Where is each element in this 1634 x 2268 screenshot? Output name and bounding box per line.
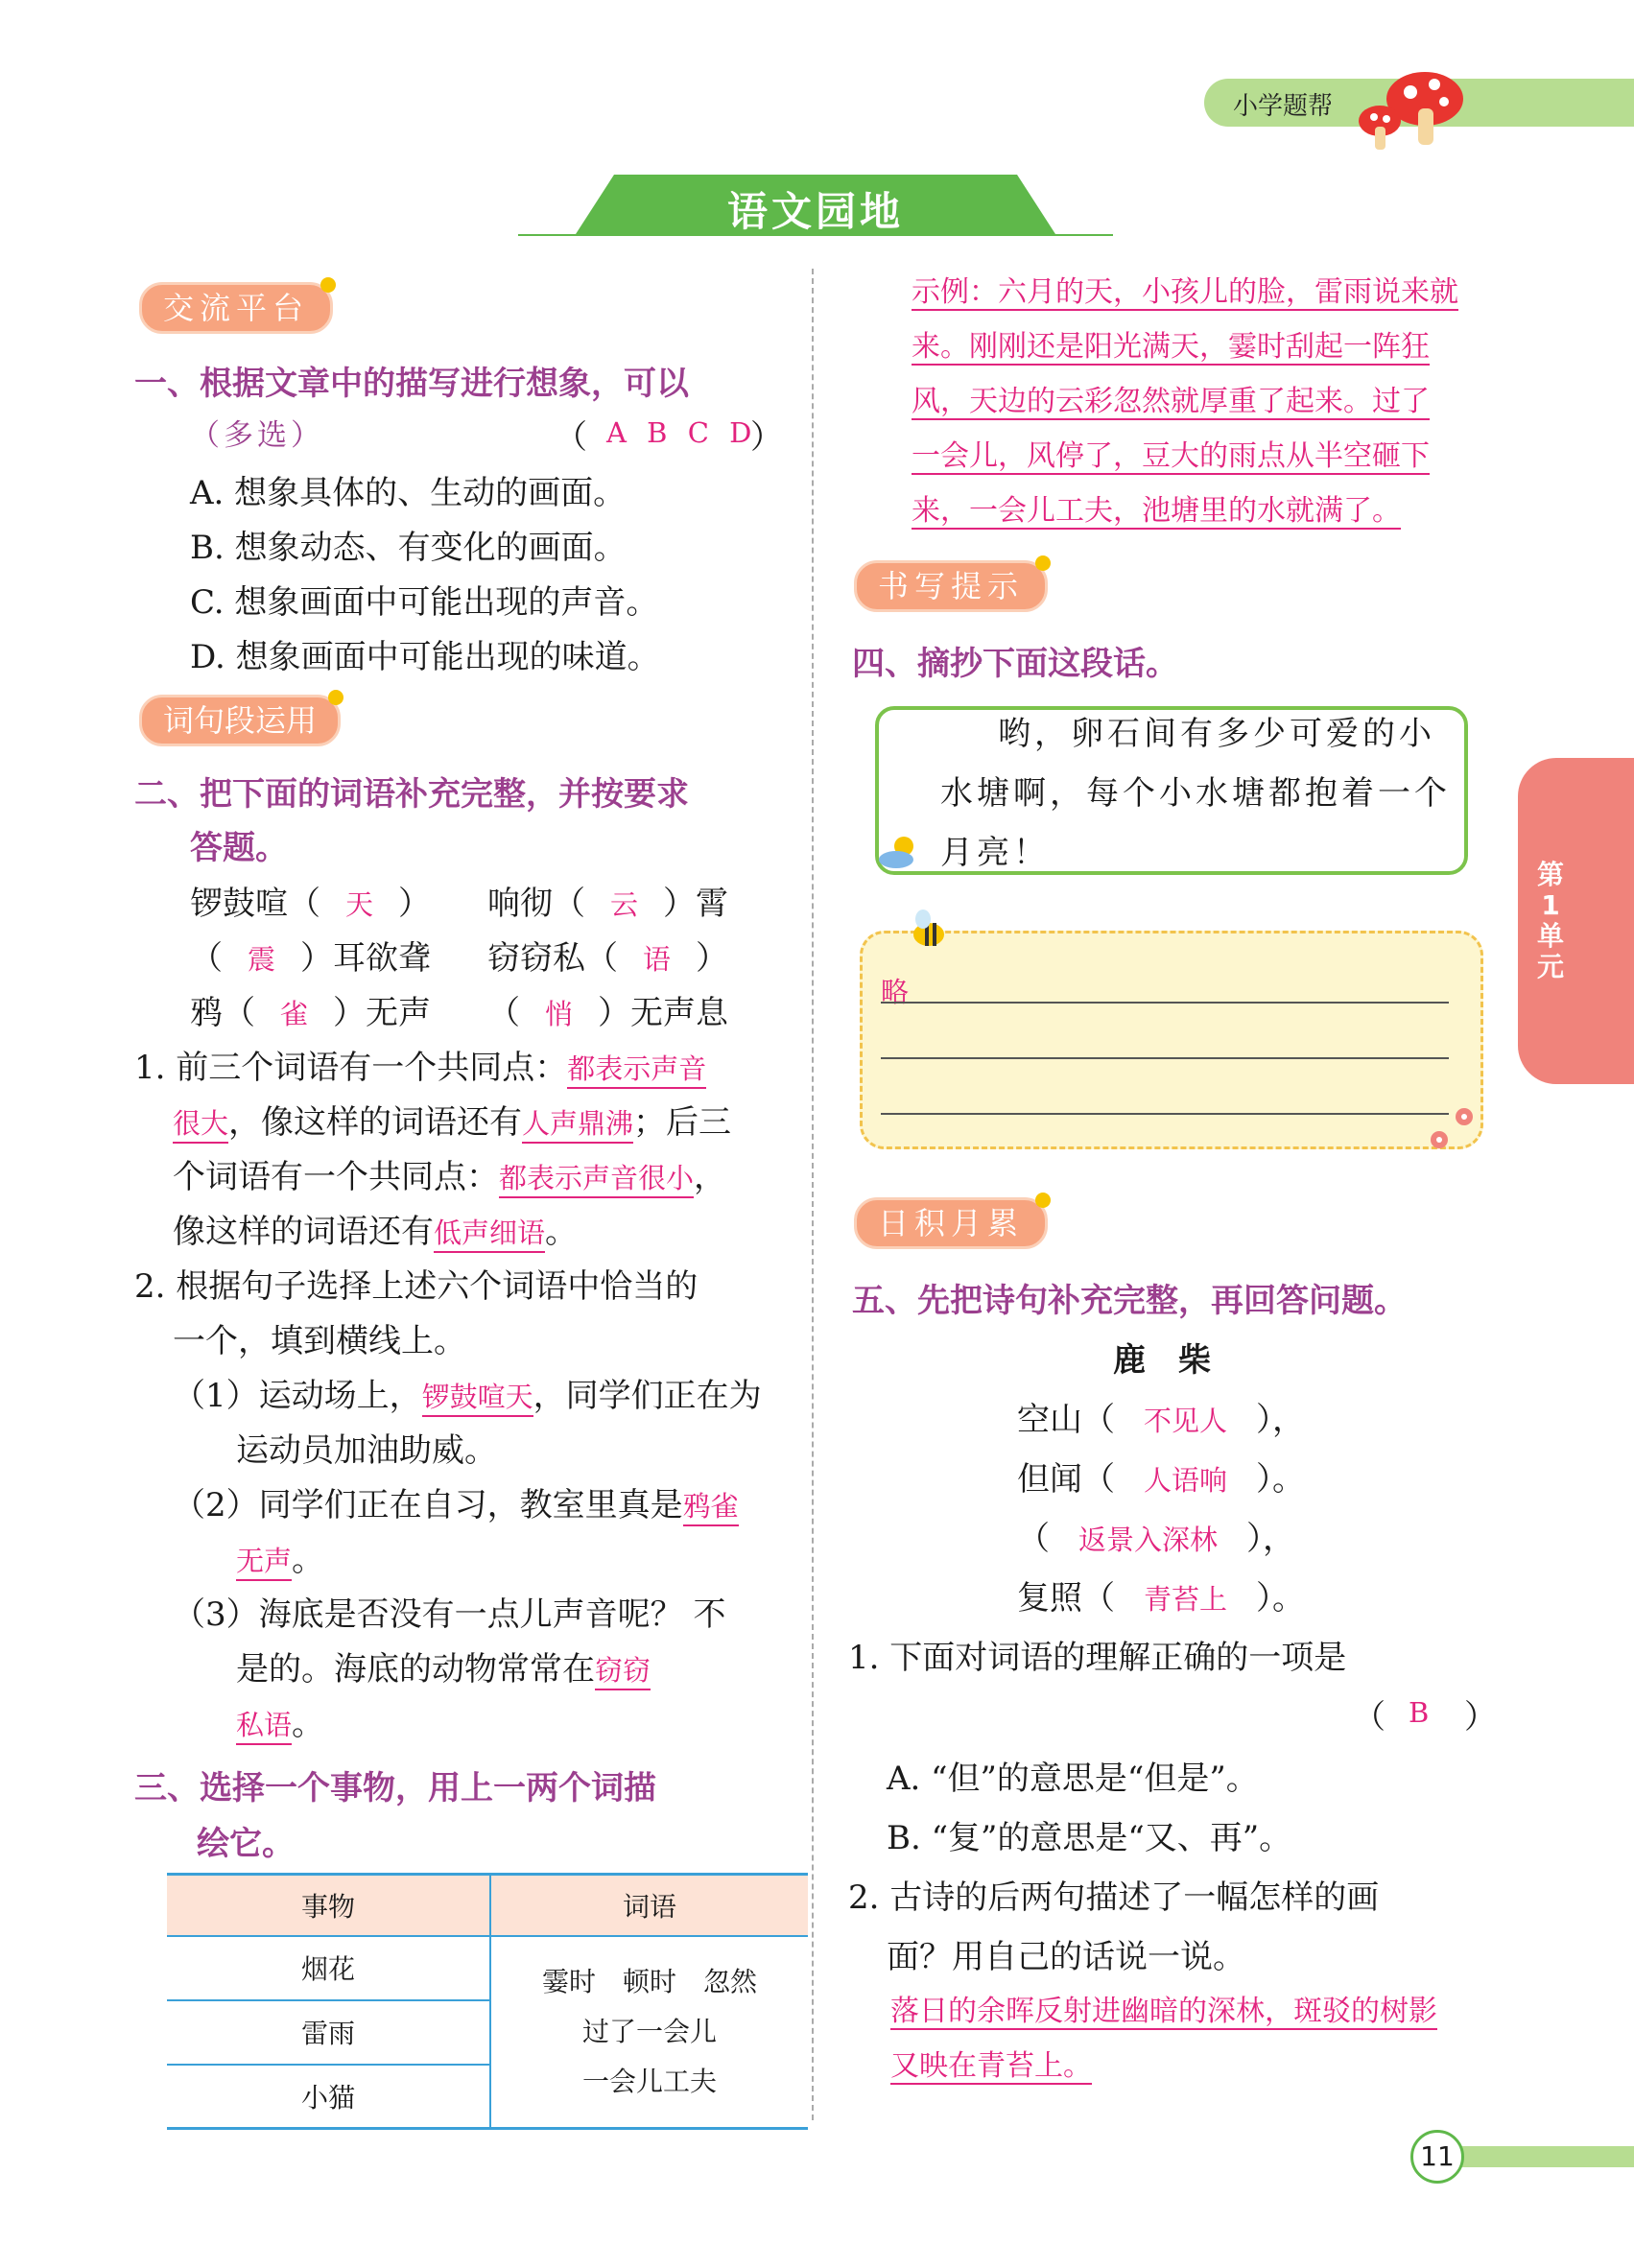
- sun-cloud-icon: [877, 833, 921, 871]
- answer-line: 落日的余晖反射进幽暗的深林，斑驳的树影: [890, 1995, 1437, 2028]
- q4-stem: 四、摘抄下面这段话。: [852, 645, 1178, 683]
- q5-sub2-line1: 2. 古诗的后两句描述了一幅怎样的画: [848, 1878, 1380, 1917]
- section-writing-tips: 书写提示: [854, 560, 1048, 612]
- q1-option-a: A. 想象具体的、生动的画面。: [190, 474, 627, 512]
- q2-p2-line1: （2）同学们正在自习，教室里真是鸦雀: [173, 1486, 739, 1524]
- q2-sub2-line1: 2. 根据句子选择上述六个词语中恰当的: [134, 1267, 699, 1306]
- poem-line-4: 复照（ 青苔上 ）。: [1017, 1579, 1306, 1618]
- table-words-cell: [490, 1936, 808, 2129]
- q5-sub2-answer: [890, 1984, 1437, 2093]
- q1-stem: 一、根据文章中的描写进行想象，可以: [134, 365, 689, 403]
- poem-line-3: （ 返景入深林 ），: [1017, 1520, 1296, 1558]
- q2-p1-line1: （1）运动场上，锣鼓喧天，同学们正在为: [173, 1377, 762, 1415]
- q1-option-d: D. 想象画面中可能出现的味道。: [190, 638, 660, 676]
- writing-line: [881, 1057, 1449, 1059]
- bee-icon: [898, 902, 956, 956]
- q5-sub2-line2: 面？用自己的话说一说。: [887, 1938, 1245, 1976]
- q2-sub2-line2: 一个，填到横线上。: [173, 1322, 466, 1360]
- q2-p3-line2: 是的。海底的动物常常在窃窃: [236, 1650, 651, 1689]
- word-blank-6: （ 悄 ）无声息: [487, 994, 729, 1032]
- example-line: 一会儿，风停了，豆大的雨点从半空砸下: [912, 439, 1430, 473]
- page-number: 11: [1410, 2130, 1464, 2184]
- q3-stem-2: 绘它。: [197, 1825, 295, 1863]
- answer-line: 又映在青苔上。: [890, 2049, 1092, 2083]
- table-word-line: 霎时 顿时 忽然: [541, 1965, 757, 1997]
- brand-label: 小学题帮: [1233, 92, 1334, 121]
- example-line: 示例：六月的天，小孩儿的脸，雷雨说来就: [912, 275, 1458, 309]
- q2-p3-line3: 私语。: [236, 1705, 325, 1743]
- q4-answer: 略: [881, 976, 910, 1008]
- table-word-line: 过了一会儿: [581, 2015, 717, 2047]
- q5-sub1-bracket-open: （: [1353, 1698, 1385, 1736]
- section-daily-accumulation: 日积月累: [854, 1197, 1048, 1249]
- q2-sub1-line3: 个词语有一个共同点：都表示声音很小，: [173, 1158, 727, 1196]
- q2-stem-1: 二、把下面的词语补充完整，并按要求: [134, 775, 689, 814]
- q1-note: （多选）: [190, 418, 324, 453]
- q2-sub1-line2: 很大，像这样的词语还有人声鼎沸；后三: [173, 1103, 732, 1142]
- q1-option-b: B. 想象动态、有变化的画面。: [190, 529, 627, 567]
- q2-p2-line2: 无声。: [236, 1541, 325, 1579]
- word-blank-4: 窃窃私（ 语 ）: [487, 939, 729, 978]
- poem-title: 鹿 柴: [1113, 1341, 1211, 1380]
- page-title: 语文园地: [726, 188, 904, 235]
- q1-bracket-close: ）: [750, 418, 783, 457]
- table-thing: 烟花: [167, 1936, 490, 2000]
- writing-line: [881, 1113, 1449, 1115]
- q5-stem: 五、先把诗句补充完整，再回答问题。: [852, 1282, 1407, 1320]
- example-line: 来。刚刚还是阳光满天，霎时刮起一阵狂: [912, 330, 1430, 364]
- q5-sub1-bracket-close: ）: [1464, 1698, 1497, 1736]
- table-header-thing: 事物: [167, 1875, 490, 1936]
- table-thing: 小猫: [167, 2065, 490, 2129]
- passage-line: 水塘啊，每个小水塘都抱着一个: [940, 774, 1451, 813]
- q2-sub1-line1: 1. 前三个词语有一个共同点：都表示声音: [134, 1049, 707, 1087]
- word-blank-2: 响彻（ 云 ）霄: [487, 885, 729, 923]
- table-word-line: 一会儿工夫: [581, 2065, 717, 2097]
- flower-icon: [1420, 1103, 1487, 1161]
- example-line: 风，天边的云彩忽然就厚重了起来。过了: [912, 385, 1430, 418]
- passage-line: 月亮！: [940, 834, 1050, 872]
- section-exchange-platform: 交流平台: [139, 282, 333, 334]
- word-table: [167, 1873, 808, 2130]
- writing-line: [881, 1002, 1449, 1004]
- poem-line-1: 空山（ 不见人 ），: [1017, 1401, 1306, 1439]
- q3-stem-1: 三、选择一个事物，用上一两个词描: [134, 1769, 656, 1807]
- word-blank-5: 鸦（ 雀 ）无声: [190, 994, 432, 1032]
- mushroom-icon: [1343, 56, 1468, 152]
- q2-sub1-line4: 像这样的词语还有低声细语。: [173, 1213, 579, 1251]
- word-blank-1: 锣鼓喧（ 天 ）: [190, 885, 432, 923]
- word-blank-3: （ 震 ）耳欲聋: [190, 939, 432, 978]
- column-divider: [812, 269, 814, 2120]
- q5-option-b: B. “复”的意思是“又、再”。: [887, 1819, 1292, 1857]
- section-word-usage: 词句段运用: [139, 695, 341, 746]
- q1-option-c: C. 想象画面中可能出现的声音。: [190, 583, 659, 622]
- table-thing: 雷雨: [167, 2000, 490, 2065]
- copy-area: [860, 931, 1483, 1149]
- passage-line: 哟，卵石间有多少可爱的小: [998, 715, 1435, 753]
- q2-p3-line1: （3）海底是否没有一点儿声音呢？ 不: [173, 1595, 726, 1634]
- q1-bracket-open: （: [555, 418, 587, 457]
- q5-sub1: 1. 下面对词语的理解正确的一项是: [848, 1639, 1347, 1677]
- example-line: 来，一会儿工夫，池塘里的水就满了。: [912, 494, 1401, 528]
- q1-answer: A B C D: [606, 416, 758, 449]
- q3-example: [912, 265, 1458, 538]
- poem-line-2: 但闻（ 人语响 ）。: [1017, 1460, 1306, 1499]
- q2-stem-2: 答题。: [190, 829, 288, 867]
- q5-sub1-answer: B: [1409, 1696, 1430, 1729]
- unit-label: 第1单元: [1536, 859, 1564, 982]
- q2-p1-line2: 运动员加油助威。: [236, 1431, 497, 1470]
- table-header-words: 词语: [622, 1890, 676, 1923]
- q5-option-a: A. “但”的意思是“但是”。: [887, 1760, 1259, 1798]
